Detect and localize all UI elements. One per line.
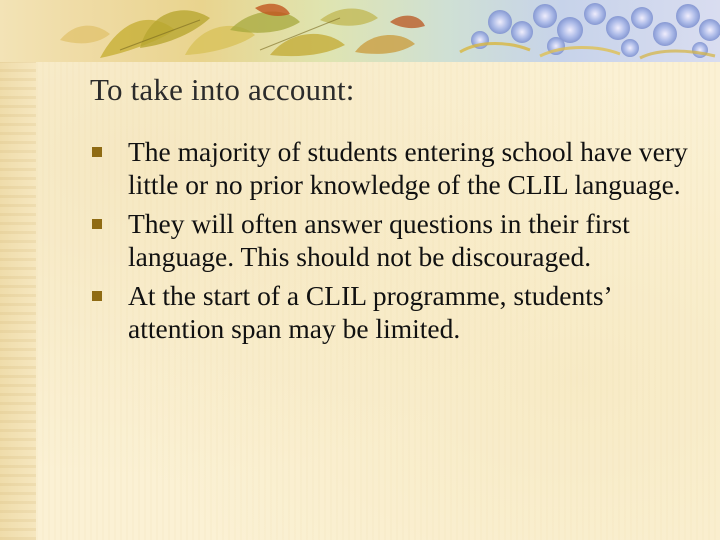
square-bullet-icon bbox=[92, 147, 102, 157]
square-bullet-icon bbox=[92, 291, 102, 301]
bullet-item bbox=[92, 135, 692, 201]
header-divider bbox=[36, 62, 720, 64]
top-decorative-banner bbox=[0, 0, 720, 62]
square-bullet-icon bbox=[92, 219, 102, 229]
bullet-list bbox=[92, 135, 692, 345]
leaves-and-flowers-decoration bbox=[0, 0, 720, 62]
bullet-item bbox=[92, 207, 692, 273]
slide-title: To take into account: bbox=[90, 72, 355, 107]
left-decorative-strip bbox=[0, 0, 36, 540]
bullet-text: At the start of a CLIL programme, students’ attention span may be limited. bbox=[128, 280, 611, 344]
bullet-text: They will often answer questions in their first language. This should not be discouraged. bbox=[128, 208, 630, 272]
bullet-text: The majority of students entering school have very little or no prior knowledge of the CLIL language. bbox=[128, 136, 688, 200]
bullet-item bbox=[92, 279, 692, 345]
